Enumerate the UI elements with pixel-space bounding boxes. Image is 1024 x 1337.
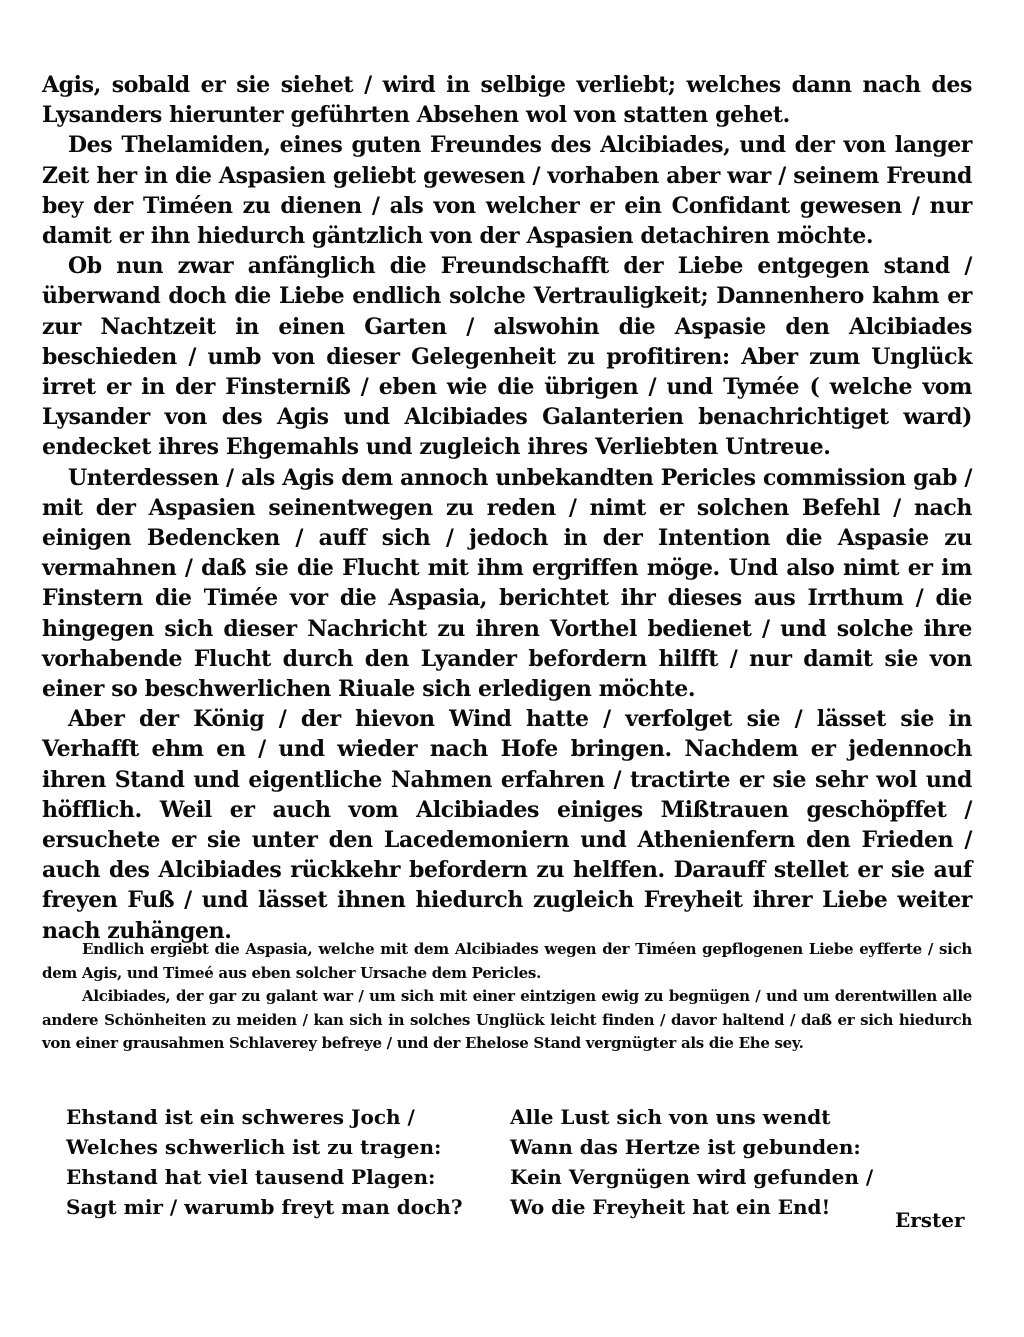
poem-line: Welches schwerlich ist zu tragen: xyxy=(66,1135,442,1159)
paragraph-5: Aber der König / der hievon Wind hatte / verfolget sie / lässet sie in Verhafft ehm en / und wieder nach Hofe bringen. Nachdem er jedennoch ihren Stand und eigentliche Nahmen erfahren / tractirte er sie sehr wol und höfflich. Weil er auch vom Alcibiades einiges Mißtrauen geschöpffet / ersuchete er sie unter den Lacedemoniern und Athenienfern den Frieden / auch des Alcibiades rückkehr befordern zu helffen. Darauff stellet er sie auf freyen Fuß / und lässet ihnen hiedurch zugleich Freyheit ihrer Liebe weiter nach zuhängen. xyxy=(42,706,972,944)
poem-line: Ehstand ist ein schweres Joch / xyxy=(66,1105,415,1129)
poem-line: Sagt mir / warumb freyt man doch? xyxy=(66,1195,463,1219)
paragraph-1: Agis, sobald er sie siehet / wird in selbige verliebt; welches dann nach des Lysanders hierunter geführten Absehen wol von statten gehet. xyxy=(42,72,972,129)
poem-left-stanza xyxy=(66,1102,466,1222)
catchword: Erster xyxy=(895,1208,965,1232)
small-paragraph-2: Alcibiades, der gar zu galant war / um sich mit einer eintzigen ewig zu begnügen / und um derentwillen alle andere Schönheiten zu meiden / kan sich in solches Unglück leicht finden / davor haltend / daß er sich hiedurch von einer grausahmen Schlaverey befreye / und der Ehelose Stand vergnügter als die Ehe sey. xyxy=(42,987,972,1052)
main-text-block xyxy=(42,70,972,946)
small-text-block xyxy=(42,938,972,1056)
poem-right-stanza xyxy=(510,1102,910,1222)
paragraph-4: Unterdessen / als Agis dem annoch unbekandten Pericles commission gab / mit der Aspasien seinentwegen zu reden / nimt er solchen Befehl / nach einigen Bedencken / auff sich / jedoch in der Intention die Aspasie zu vermahnen / daß sie die Flucht mit ihm ergriffen möge. Und also nimt er im Finstern die Timée vor die Aspasia, berichtet ihr dieses aus Irrthum / die hingegen sich dieser Nachricht zu ihren Vorthel bedienet / und solche ihre vorhabende Flucht durch den Lyander befordern hilfft / nur damit sie von einer so beschwerlichen Riuale sich erledigen möchte. xyxy=(42,464,972,703)
poem-line: Wann das Hertze ist gebunden: xyxy=(510,1135,861,1159)
paragraph-2: Des Thelamiden, eines guten Freundes des Alcibiades, und der von langer Zeit her in die Aspasien geliebt gewesen / vorhaben aber war / seinem Freund bey der Timéen zu dienen / als von welcher er ein Confidant gewesen / nur damit er ihn hiedurch gäntzlich von der Aspasien detachiren möchte. xyxy=(42,132,972,250)
poem-line: Ehstand hat viel tausend Plagen: xyxy=(66,1165,436,1189)
small-paragraph-1: Endlich ergiebt die Aspasia, welche mit dem Alcibiades wegen der Timéen gepflogenen Liebe eyfferte / sich dem Agis, und Timeé aus eben solcher Ursache dem Pericles. xyxy=(42,940,972,982)
poem-line: Wo die Freyheit hat ein End! xyxy=(510,1195,831,1219)
paragraph-3: Ob nun zwar anfänglich die Freundschafft der Liebe entgegen stand / überwand doch die Liebe endlich solche Vertrauligkeit; Dannenhero kahm er zur Nachtzeit in einen Garten / alswohin die Aspasie den Alcibiades beschieden / umb von dieser Gelegenheit zu profitiren: Aber zum Unglück irret er in der Finsterniß / eben wie die übrigen / und Tymée ( welche vom Lysander von des Agis und Alcibiades Galanterien benachrichtiget ward) endecket ihres Ehgemahls und zugleich ihres Verliebten Untreue. xyxy=(42,253,972,461)
poem-line: Alle Lust sich von uns wendt xyxy=(510,1105,831,1129)
poem-line: Kein Vergnügen wird gefunden / xyxy=(510,1165,874,1189)
